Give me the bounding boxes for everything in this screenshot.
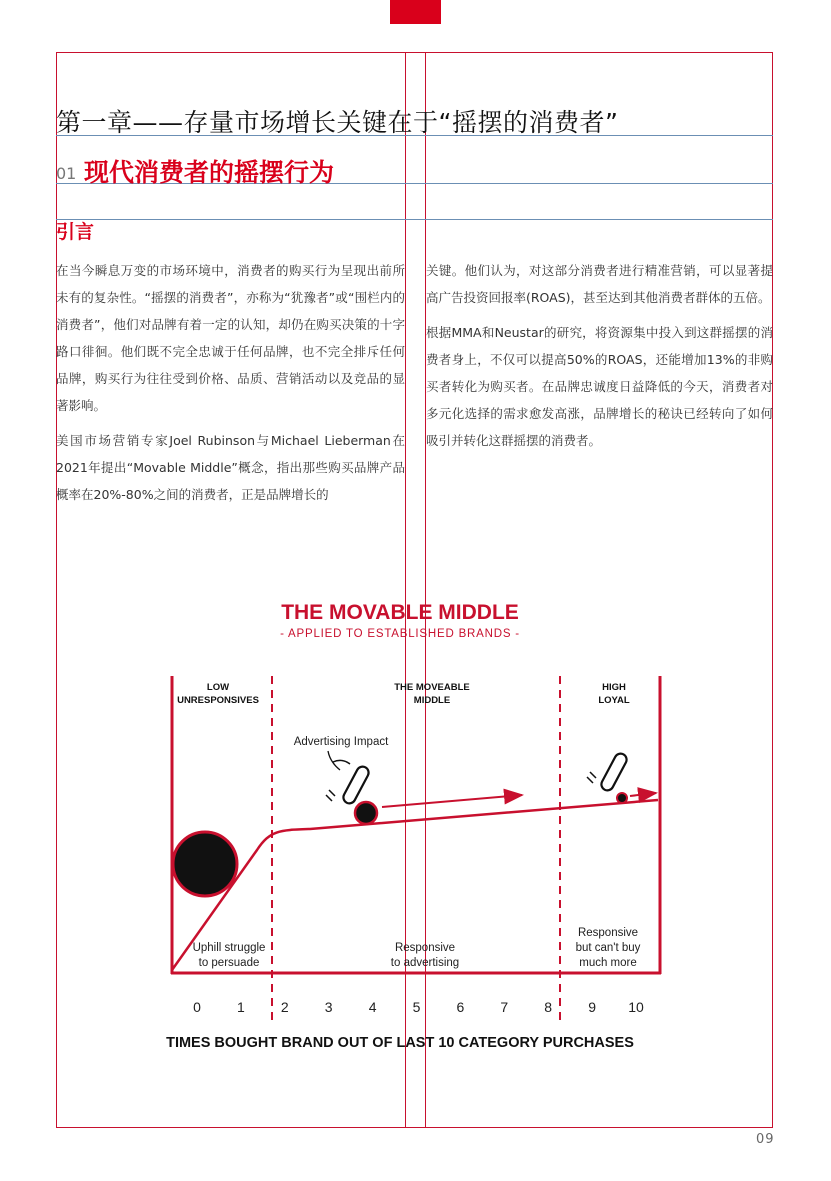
x-tick-label: 1 [237, 999, 245, 1015]
impact-arrow-loyal [630, 793, 656, 796]
x-tick-label: 2 [280, 999, 289, 1015]
x-tick-label: 5 [412, 999, 421, 1015]
body-paragraph: 根据MMA和Neustar的研究，将资源集中投入到这群摇摆的消费者身上，不仅可以提高50%的ROAS，还能增加13%的非购买者转化为购买者。在品牌忠诚度日益降低的今天，消费者对多元化选择的需求愈发高涨，品牌增长的秘诀已经转向了如何吸引并转化这群摇摆的消费者。 [426, 325, 773, 448]
baseline-guide-3 [56, 219, 773, 220]
x-tick-label: 7 [500, 999, 509, 1015]
chart-subtitle: - APPLIED TO ESTABLISHED BRANDS - [280, 628, 520, 640]
x-tick-label: 0 [193, 999, 201, 1015]
movable-middle-chart [150, 592, 680, 1062]
ball-large [173, 832, 237, 896]
segment-label-high-2: LOYAL [598, 695, 630, 706]
ball-small [617, 793, 627, 803]
segment-note-low-2: to persuade [198, 957, 260, 969]
body-column-left [56, 257, 405, 516]
segment-note-middle-2: to advertising [390, 957, 460, 969]
section-number: 01 [56, 164, 77, 183]
page-tab-marker [390, 0, 441, 24]
x-tick-label: 4 [368, 999, 377, 1015]
subsection-title: 引言 [56, 221, 95, 243]
x-tick-label: 9 [588, 999, 596, 1015]
segment-note-high-1: Responsive [577, 927, 639, 939]
x-axis-label: TIMES BOUGHT BRAND OUT OF LAST 10 CATEGORY PURCHASES [166, 1035, 634, 1051]
body-paragraph: 关键。他们认为，对这部分消费者进行精准营销，可以显著提高广告投资回报率(ROAS)，甚至达到其他消费者群体的五倍。 [426, 263, 773, 305]
x-axis-ticks [193, 999, 644, 1015]
impact-arrow-middle [382, 795, 522, 807]
body-column-right [426, 257, 773, 462]
x-tick-label: 6 [456, 999, 465, 1015]
body-paragraph: 美国市场营销专家Joel Rubinson与Michael Lieberman在2021年提出“Movable Middle”概念，指出那些购买品牌产品概率在20%-80%之间的消费者，正是品牌增长的 [56, 433, 405, 502]
segment-label-high-1: HIGH [602, 682, 626, 693]
bat-icon [326, 760, 371, 805]
body-paragraph: 在当今瞬息万变的市场环境中，消费者的购买行为呈现出前所未有的复杂性。“摇摆的消费者”，亦称为“犹豫者”或“围栏内的消费者”，他们对品牌有着一定的认知，却仍在购买决策的十字路口徘徊。他们既不完全忠诚于任何品牌，也不完全排斥任何品牌，购买行为往往受到价格、品质、营销活动以及竞品的显著影响。 [56, 263, 405, 413]
chapter-title: 第一章——存量市场增长关键在于“摇摆的消费者” [56, 108, 619, 137]
segment-note-middle-1: Responsive [394, 942, 456, 954]
x-tick-label: 3 [324, 999, 333, 1015]
page-number: 09 [756, 1132, 775, 1147]
segment-label-middle-2: MIDDLE [413, 695, 451, 706]
ball-medium [355, 802, 377, 824]
segment-label-low-2: UNRESPONSIVES [177, 695, 259, 706]
section-title: 现代消费者的摇摆行为 [84, 158, 335, 187]
x-tick-label: 8 [544, 999, 553, 1015]
segment-note-high-3: much more [579, 957, 637, 969]
advertising-impact-label: Advertising Impact [293, 736, 389, 748]
chart-title: THE MOVABLE MIDDLE [281, 601, 519, 624]
segment-label-low-1: LOW [206, 682, 230, 693]
x-tick-label: 10 [628, 999, 644, 1015]
bat-icon [587, 752, 629, 793]
segment-label-middle-1: THE MOVEABLE [394, 682, 470, 693]
segment-note-high-2: but can't buy [575, 942, 641, 954]
segment-note-low-1: Uphill struggle [192, 942, 266, 954]
